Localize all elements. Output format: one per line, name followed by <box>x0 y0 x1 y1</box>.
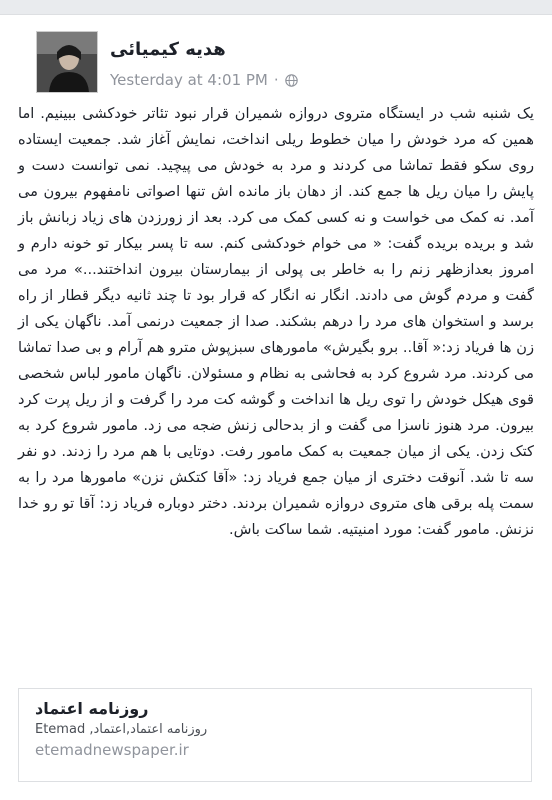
globe-icon[interactable] <box>285 74 298 87</box>
post <box>0 15 552 95</box>
post-meta <box>110 71 298 89</box>
link-card-title[interactable]: روزنامه اعتماد <box>35 699 149 718</box>
link-card-description: روزنامه اعتماد,اعتماد, Etemad <box>35 722 208 737</box>
top-bar <box>0 0 552 15</box>
post-header <box>18 15 534 95</box>
meta-separator: · <box>273 71 279 89</box>
post-body-text: یک شنبه شب در ایستگاه متروی دروازه شمیران قرار نبود تئاتر خودکشی ببینیم. اما همین که مرد خودش را میان خطوط ریلی انداخت، نمایش آغاز شد. جمعیت ایستاده روی سکو فقط تماشا می کردند و مرد به خودش می پیچید. نمی توانست دست و پایش را میان ریل ها جمع کند. از دهان باز مانده اش تنها اصواتی نامفهوم بیرون می آمد. نه کمک می خواست و نه کسی کمک می کرد. بعد از زورزدن های زیاد زبانش باز شد و بریده بریده گفت: « می خوام خودکشی کنم. سه تا پسر بیکار تو خونه دارم و امروز بعدازظهر زنم را به خاطر بی پولی از بیمارستان بیرون انداختند...» مرد می گفت و مردم گوش می دادند. انگار نه انگار که قرار بود تا چند ثانیه دیگر قطار از راه برسد و استخوان های مرد را درهم بشکند. صدا از جمعیت درنمی آمد. ناگهان یکی از زن ها فریاد زد:« آقا.. برو بگیرش» مامورهای سبزپوش مترو هم آرام و بی صدا تماشا می کردند. مرد شروع کرد به فحاشی به نظام و مسئولان. ناگهان مامور لباس شخصی قوی هیکل خودش را توی ریل ها انداخت و گوشه کت مرد را گرفت و از ریل پرت کرد بیرون. مرد هنوز ناسزا می گفت و از بدحالی زنش ضجه می زد. مامور شروع کرد به کتک زدن. یکی از میان جمعیت به کمک مامور رفت. دوتایی با هم مرد را زدند. دو نفر سه تا شد. آنوقت دختری از میان جمع فریاد زد: «آقا کتکش نزن» مامورها مرد را به سمت پله برقی های متروی دروازه شمیران بردند. دختر دوباره فریاد زد: آقا تو رو خدا نزنش. مامور گفت: مورد امنیتیه. شما ساکت باش. <box>18 105 534 538</box>
avatar-photo-icon <box>37 32 97 92</box>
link-preview-card[interactable] <box>18 688 532 782</box>
link-card-domain: etemadnewspaper.ir <box>35 741 189 759</box>
post-timestamp[interactable]: Yesterday at 4:01 PM <box>110 71 268 89</box>
author-name[interactable]: هدیه کیمیائی <box>110 39 226 60</box>
avatar[interactable] <box>36 31 98 93</box>
